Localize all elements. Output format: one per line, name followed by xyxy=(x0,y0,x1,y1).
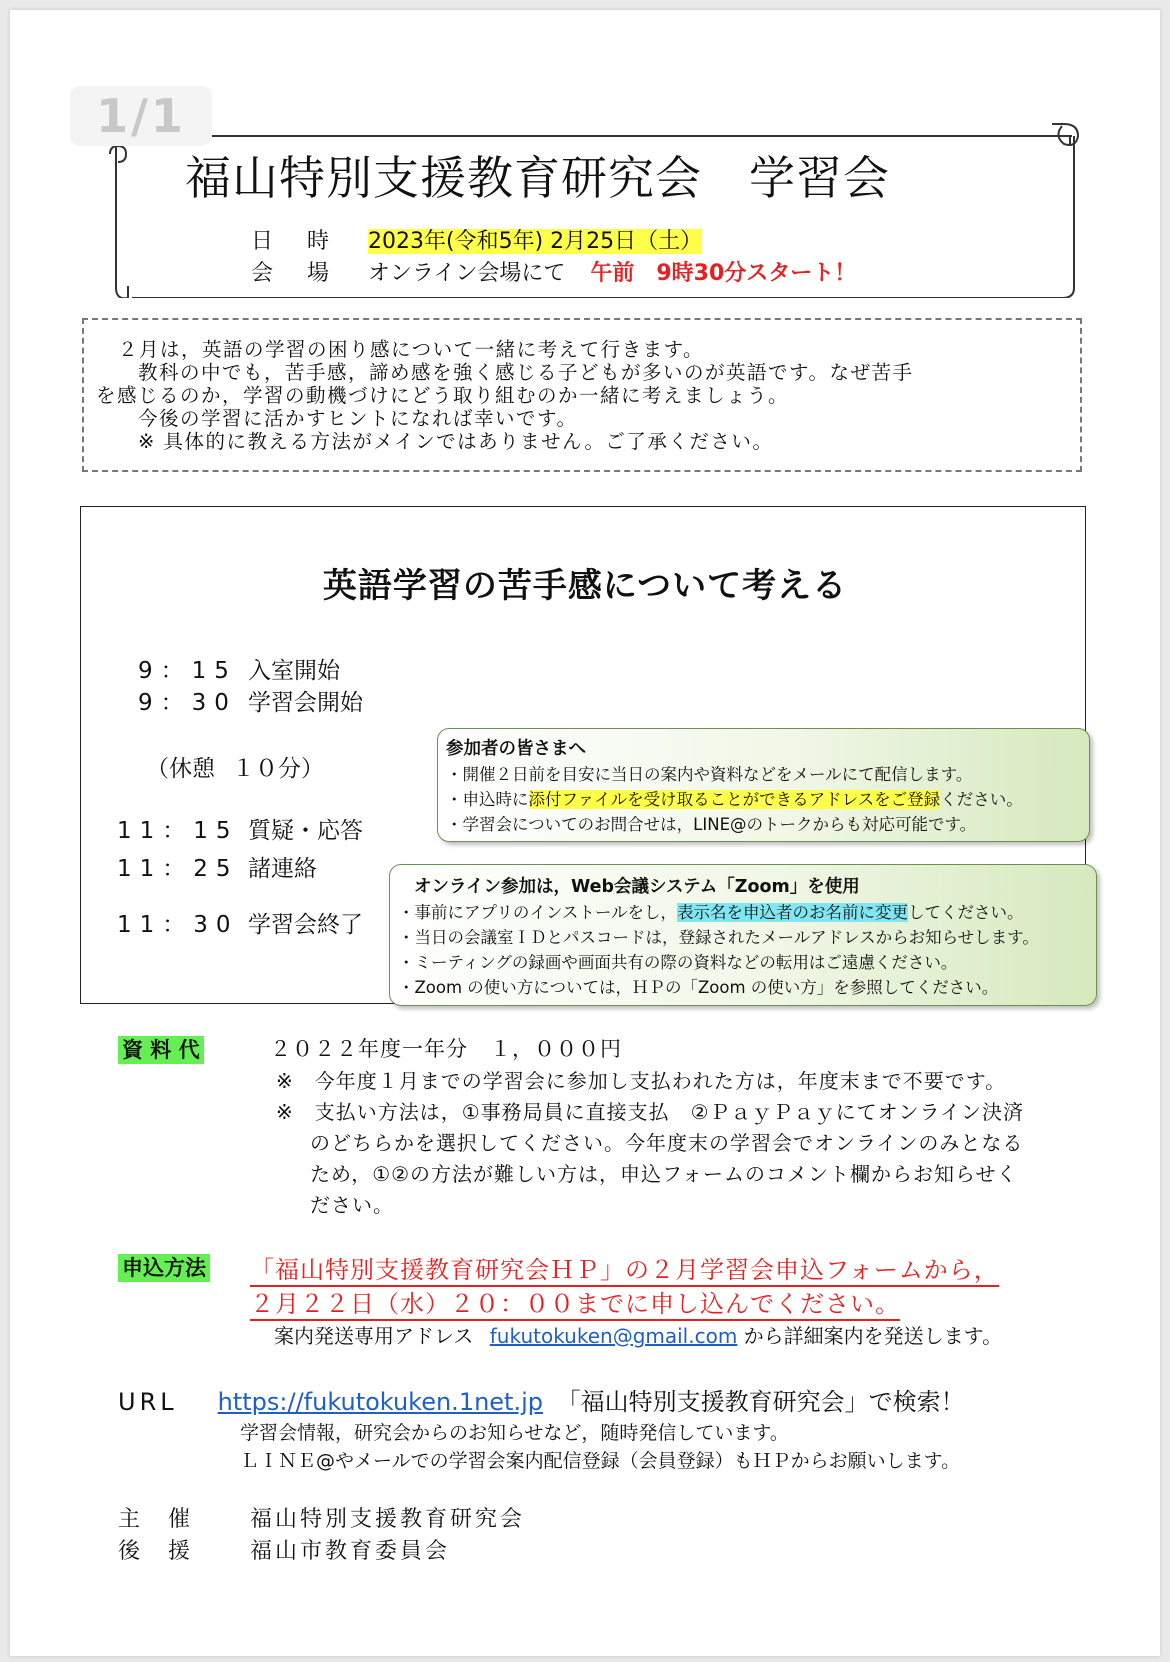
support-label: 後 援 xyxy=(118,1539,194,1564)
intro-line: 教科の中でも，苦手感，諦め感を強く感じる子どもが多いのが英語です。なぜ苦手 xyxy=(138,361,914,384)
notice-line: ・ミーティングの録画や画面共有の際の資料などの転用はご遠慮ください。 xyxy=(398,953,958,972)
date-value: 2023年(令和5年) 2月25日（土） xyxy=(368,229,703,254)
schedule-item: 11：15 質疑・応答 xyxy=(117,818,363,844)
notice-line: ・事前にアプリのインストールをし，表示名を申込者のお名前に変更してください。 xyxy=(398,903,1024,922)
notice-heading: オンライン参加は，Web会議システム「Zoom」を使用 xyxy=(414,877,860,897)
url-info: ＬＩＮＥ@やメールでの学習会案内配信登録（会員登録）もＨＰからお願いします。 xyxy=(240,1450,961,1472)
support-name: 福山市教育委員会 xyxy=(250,1539,451,1564)
fee-note: ※ 支払い方法は，①事務局員に直接支払 ②ＰａｙＰａｙにてオンライン決済 xyxy=(276,1100,1025,1124)
fee-note: のどちらかを選択してください。今年度末の学習会でオンラインのみとなる xyxy=(310,1131,1024,1155)
date-label: 日 時 xyxy=(251,229,336,254)
apply-mail-line: 案内発送専用アドレス fukutokuken@gmail.com から詳細案内を発送します。 xyxy=(274,1324,1003,1348)
notice-line: ・申込時に添付ファイルを受け取ることができるアドレスをご登録ください。 xyxy=(446,790,1023,809)
zoom-notice xyxy=(389,864,1097,1006)
intro-line: ２月は，英語の学習の困り感について一緒に考えて行きます。 xyxy=(118,338,705,361)
site-link[interactable]: https://fukutokuken.1net.jp xyxy=(217,1388,543,1416)
fee-note: ※ 今年度１月までの学習会に参加し支払われた方は，年度末まで不要です。 xyxy=(276,1069,1007,1093)
notice-line: ・Zoom の使い方については，ＨＰの「Zoom の使い方」を参照してください。 xyxy=(398,978,999,997)
url-info: 学習会情報，研究会からのお知らせなど，随時発信しています。 xyxy=(240,1422,789,1444)
apply-label: 申込方法 xyxy=(118,1254,210,1282)
notice-heading: 参加者の皆さまへ xyxy=(446,739,586,759)
participant-notice xyxy=(437,728,1090,842)
schedule-item: 11：30 学習会終了 xyxy=(117,912,363,938)
intro-line: ※ 具体的に教える方法がメインではありません。ご了承ください。 xyxy=(138,430,774,453)
notice-line: ・当日の会議室ＩＤとパスコードは，登録されたメールアドレスからお知らせします。 xyxy=(398,928,1039,947)
fee-label: 資 料 代 xyxy=(118,1036,204,1064)
fee-note: ため，①②の方法が難しい方は，申込フォームのコメント欄からお知らせく xyxy=(310,1162,1018,1186)
schedule-item: 11：25 諸連絡 xyxy=(117,856,317,882)
schedule-item: 9：30 学習会開始 xyxy=(138,690,363,716)
venue-value: オンライン会場にて xyxy=(368,261,566,286)
url-label: URL xyxy=(118,1388,178,1416)
schedule-item: 9：15 入室開始 xyxy=(138,658,340,684)
notice-line: ・学習会についてのお問合せは，LINE@のトークからも対応可能です。 xyxy=(446,815,977,834)
notice-line: ・開催２日前を目安に当日の案内や資料などをメールにて配信します。 xyxy=(446,765,973,784)
apply-line: 「福山特別支援教育研究会ＨＰ」の２月学習会申込フォームから， xyxy=(250,1250,999,1287)
program-subtitle: 英語学習の苦手感について考える xyxy=(322,566,848,606)
intro-line: を感じるのか，学習の動機づけにどう取り組むのか一緒に考えましょう。 xyxy=(96,384,790,407)
page-title: 福山特別支援教育研究会 学習会 xyxy=(185,151,890,205)
intro-line: 今後の学習に活かすヒントになれば幸いです。 xyxy=(138,407,578,430)
fee-note: ださい。 xyxy=(310,1193,394,1217)
host-name: 福山特別支援教育研究会 xyxy=(250,1507,526,1532)
apply-deadline: ２月２２日（水）２０：００までに申し込んでください。 xyxy=(250,1284,900,1321)
intro-box xyxy=(82,318,1082,472)
host-label: 主 催 xyxy=(118,1507,194,1532)
fee-amount: ２０２２年度一年分 １，０００円 xyxy=(270,1037,622,1061)
start-time-note: 午前 9時30分スタート！ xyxy=(590,261,857,286)
schedule-break: （休憩 １０分） xyxy=(146,756,324,782)
venue-label: 会 場 xyxy=(251,261,336,286)
page-indicator: 1/1 xyxy=(70,86,212,146)
search-hint: 「福山特別支援教育研究会」で検索！ xyxy=(556,1388,965,1416)
mail-link[interactable]: fukutokuken@gmail.com xyxy=(489,1324,738,1348)
